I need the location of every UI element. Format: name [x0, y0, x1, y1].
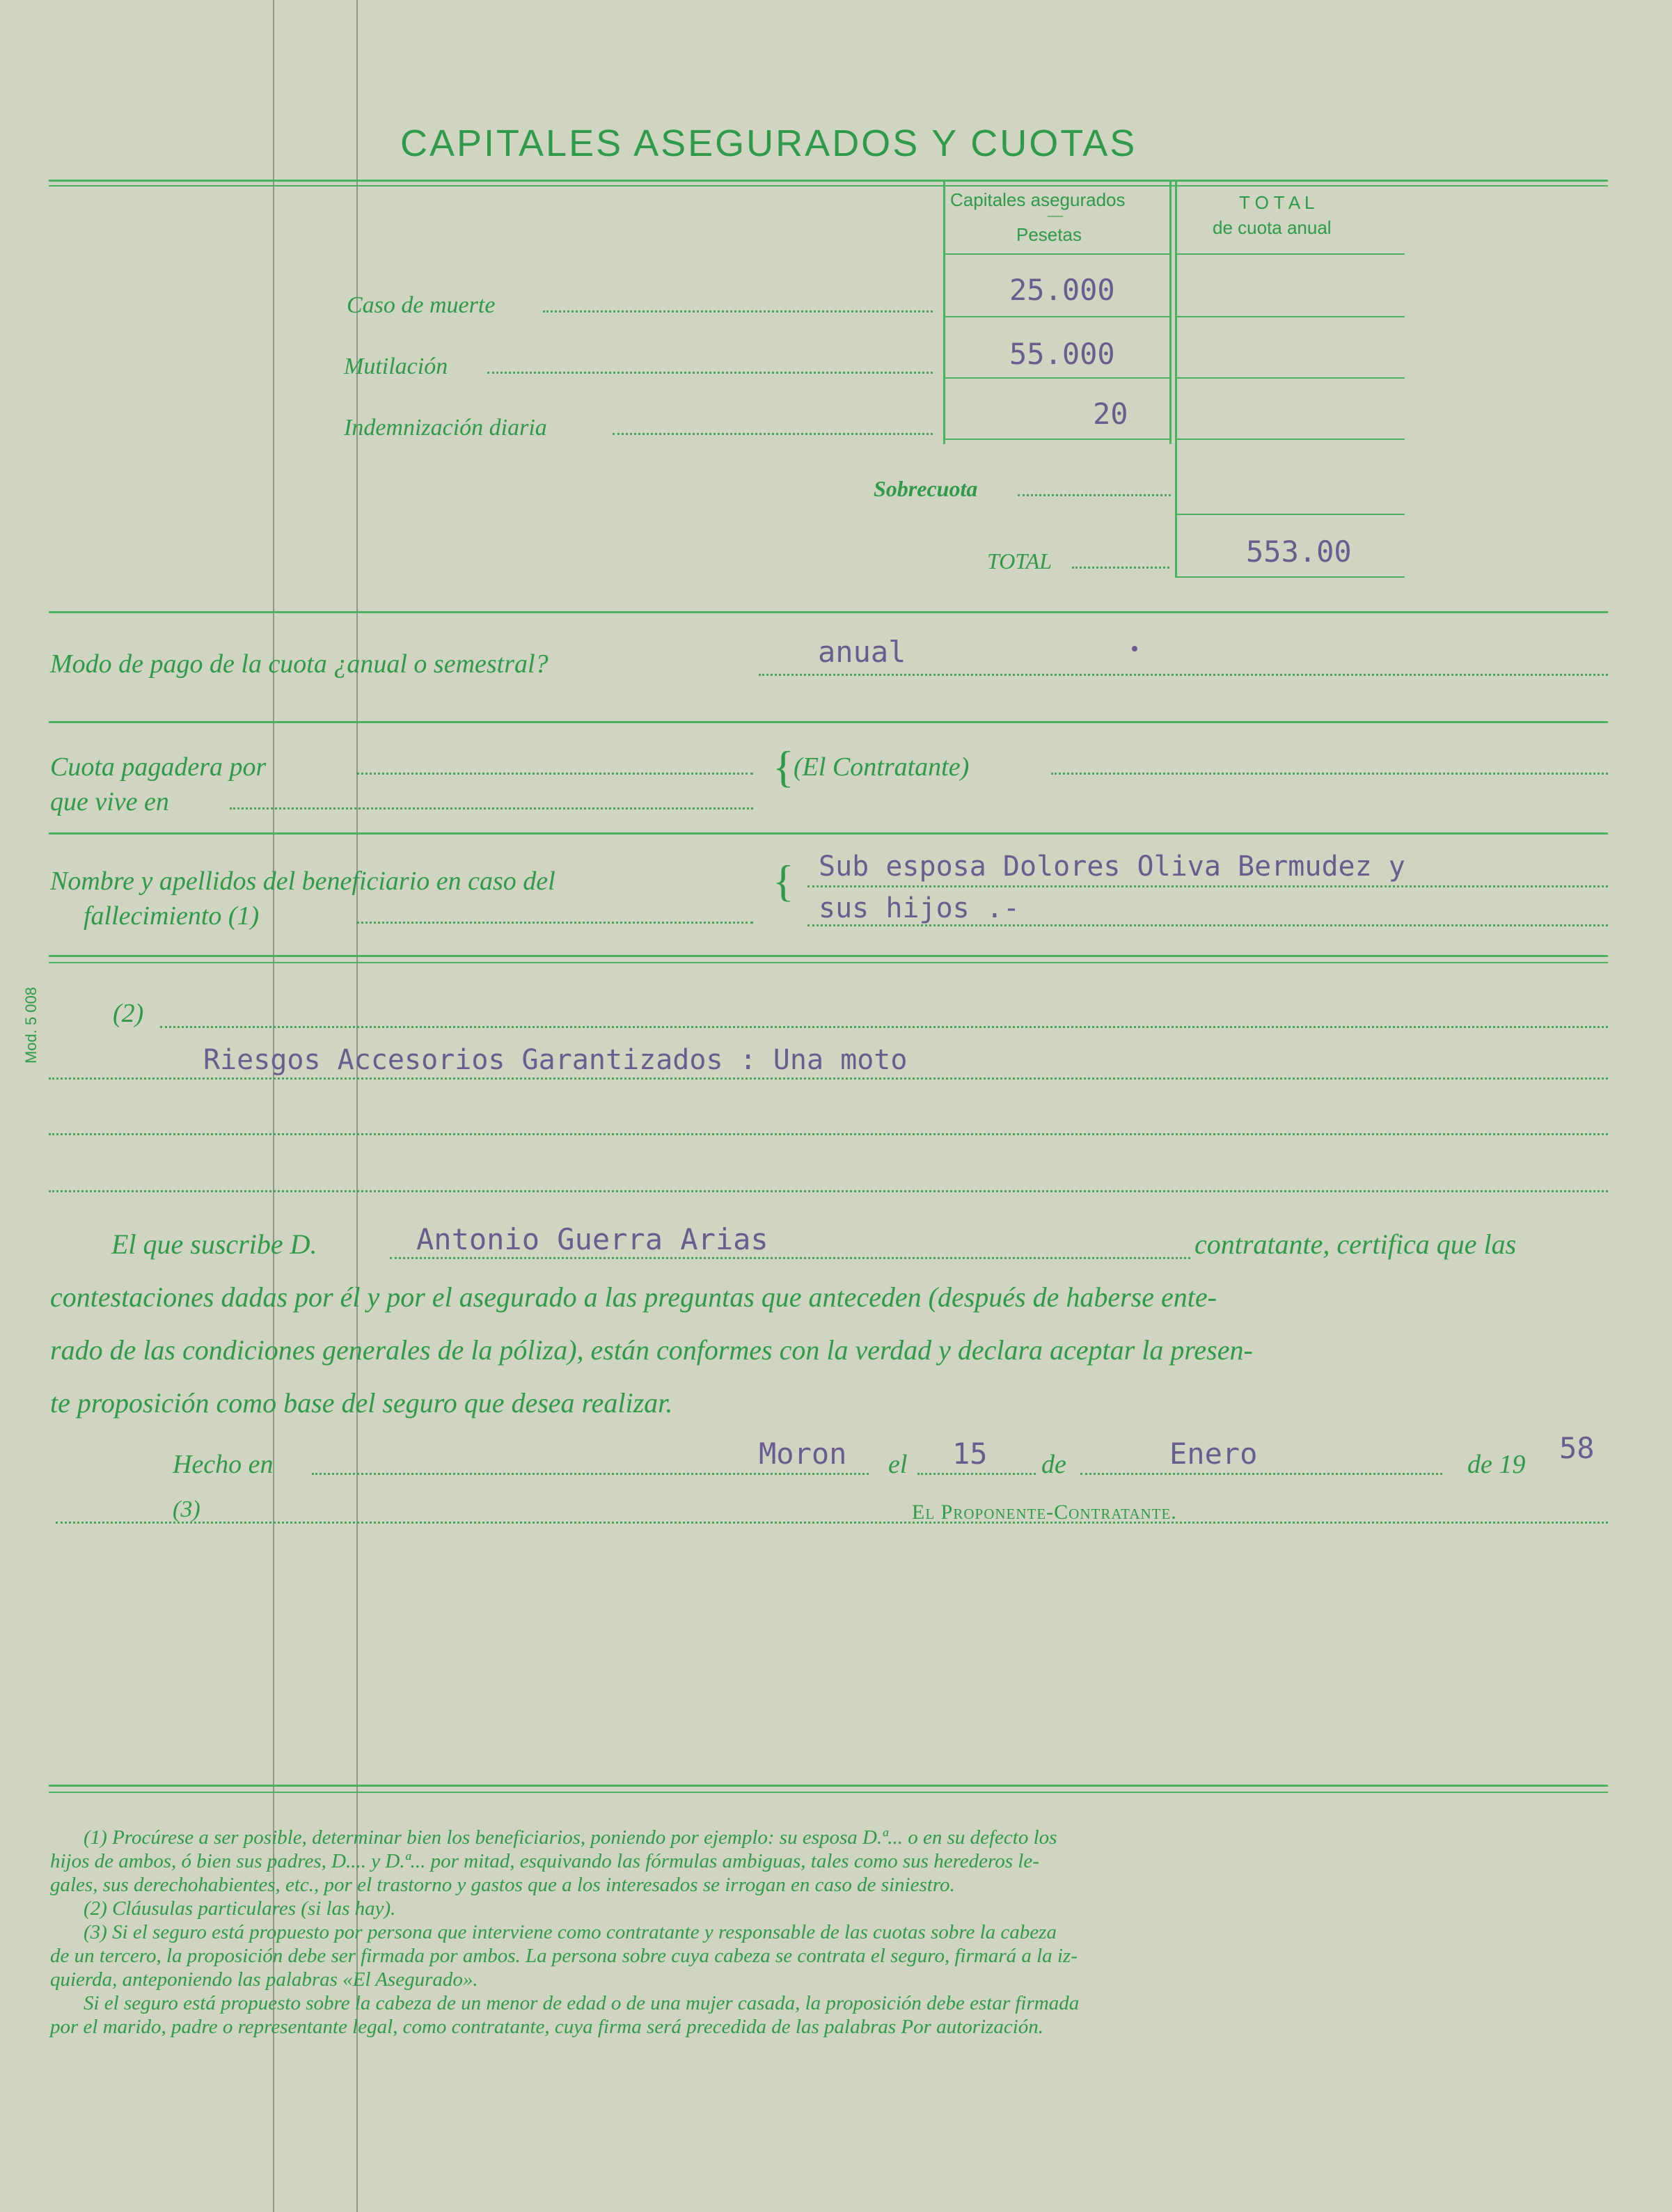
hecho-label: Hecho en	[173, 1450, 274, 1479]
row-value-muerte: 25.000	[1009, 273, 1115, 307]
cuota-note: (El Contratante)	[794, 752, 970, 782]
row-line-2	[943, 377, 1169, 379]
col-header-pesetas: Pesetas	[1016, 224, 1082, 245]
footnote-line-6: de un tercero, la proposición debe ser firmada por ambos. La persona sobre cuya cabeza se contrata el seguro, firmará a la iz-	[50, 1945, 1078, 1967]
footnote-line-9: por el marido, padre o representante legal, como contratante, cuya firma será precedida de las palabras Por autorización.	[50, 2016, 1044, 2038]
cuota-label-2: que vive en	[50, 787, 169, 816]
signature-caption: El Proponente-Contratante.	[912, 1501, 1177, 1524]
rule-benef-2	[49, 962, 1608, 963]
hecho-dots	[312, 1473, 869, 1475]
row-label-indemnizacion: Indemnización diaria	[344, 415, 547, 441]
declaration-line-4: te proposición como base del seguro que desea realizar.	[50, 1387, 673, 1419]
ink-mark	[1132, 646, 1137, 651]
clause-dots-2	[49, 1077, 1608, 1080]
rule-top	[49, 180, 1608, 182]
benef-dots	[356, 922, 753, 924]
year-prefix: de 19	[1467, 1450, 1526, 1479]
day-value: 15	[952, 1437, 988, 1471]
row-dots-indemnizacion	[613, 433, 933, 435]
benef-value-1: Sub esposa Dolores Oliva Bermudez y	[819, 851, 1405, 883]
footnote-line-3: gales, sus derechohabientes, etc., por el trastorno y gastos que a los interesados se irrogan en caso de siniestro.	[50, 1874, 955, 1896]
signature-dots	[56, 1522, 1608, 1524]
subscriber-suffix: contratante, certifica que las	[1194, 1229, 1517, 1260]
clause-dots-1	[160, 1026, 1608, 1028]
rule-bottom-1	[49, 1785, 1608, 1787]
clause-dots-3	[49, 1133, 1608, 1135]
form-title: CAPITALES ASEGURADOS Y CUOTAS	[400, 123, 1137, 164]
cuota-brace: {	[773, 742, 794, 791]
total-line	[1175, 576, 1405, 578]
col-header-capitales: Capitales asegurados	[950, 189, 1126, 210]
benef-dots-2	[807, 924, 1608, 926]
benef-label-2: fallecimiento (1)	[84, 901, 260, 931]
row-line-3	[943, 439, 1169, 440]
footnote-line-2: hijos de ambos, ó bien sus padres, D.... y D.ª... por mitad, esquivando las fórmulas ambiguas, tales como sus herederos le-	[50, 1850, 1039, 1872]
total-value: 553.00	[1246, 535, 1352, 569]
sobrecuota-label: Sobrecuota	[874, 476, 978, 501]
row-value-indemnizacion: 20	[1093, 397, 1128, 431]
rule-cuota	[49, 832, 1608, 835]
row-label-muerte: Caso de muerte	[347, 292, 496, 318]
clause-ref: (2)	[113, 999, 144, 1028]
footnote-line-4: (2) Cláusulas particulares (si las hay).	[84, 1897, 396, 1920]
month-value: Enero	[1169, 1437, 1258, 1471]
modo-pago-label: Modo de pago de la cuota ¿anual o semestral?	[50, 649, 549, 679]
cuota-dots-2	[230, 807, 753, 809]
clause-value: Riesgos Accesorios Garantizados : Una moto	[203, 1044, 908, 1076]
cuota-label-1: Cuota pagadera por	[50, 752, 267, 782]
footnote-line-8: Si el seguro está propuesto sobre la cabeza de un menor de edad o de una mujer casada, la proposición debe estar firmada	[84, 1992, 1080, 2014]
row-value-mutilacion: 55.000	[1009, 337, 1115, 371]
col-header-cuota-anual: de cuota anual	[1213, 217, 1332, 238]
place-value: Moron	[759, 1437, 847, 1471]
form-code: Mod. 5 008	[22, 986, 40, 1064]
year-value: 58	[1559, 1431, 1595, 1465]
modo-pago-value: anual	[818, 635, 906, 669]
row-dots-mutilacion	[487, 372, 933, 374]
subscriber-name: Antonio Guerra Arias	[416, 1222, 768, 1256]
col-header-dash: —	[1048, 206, 1063, 223]
row-line-1	[943, 316, 1169, 317]
rule-after-table	[49, 611, 1608, 613]
cuota-dots-1	[356, 773, 753, 775]
col-header-total: T O T A L	[1239, 192, 1315, 213]
header-underline-2	[1175, 253, 1405, 255]
row-label-mutilacion: Mutilación	[344, 354, 448, 379]
rule-top-2	[49, 185, 1608, 187]
rule-modo-pago	[49, 721, 1608, 723]
cuota-dots-3	[1051, 773, 1608, 775]
row-line-3b	[1175, 439, 1405, 440]
col-divider-2	[1169, 180, 1172, 444]
footnote-line-1: (1) Procúrese a ser posible, determinar bien los beneficiarios, poniendo por ejemplo: su esposa D.ª... o en su defecto los	[84, 1826, 1057, 1849]
header-underline-1	[943, 253, 1169, 255]
de-label: de	[1041, 1450, 1066, 1479]
col-divider-3	[1175, 180, 1177, 578]
el-label: el	[888, 1450, 908, 1479]
benef-label-1: Nombre y apellidos del beneficiario en caso del	[50, 867, 555, 896]
day-dots	[917, 1473, 1036, 1475]
rule-bottom-2	[49, 1792, 1608, 1793]
declaration-line-2: contestaciones dadas por él y por el asegurado a las preguntas que anteceden (después de haberse ente-	[50, 1281, 1217, 1313]
benef-dots-1	[807, 885, 1608, 887]
month-dots	[1080, 1473, 1442, 1475]
sobrecuota-line	[1175, 514, 1405, 515]
benef-brace: {	[773, 856, 794, 906]
total-label: TOTAL	[987, 548, 1052, 574]
benef-value-2: sus hijos .-	[819, 892, 1020, 924]
signature-ref: (3)	[173, 1496, 200, 1522]
sobrecuota-dots	[1018, 494, 1171, 496]
row-line-2b	[1175, 377, 1405, 379]
modo-pago-dots	[759, 674, 1608, 676]
declaration-line-3: rado de las condiciones generales de la póliza), están conformes con la verdad y declara aceptar la presen-	[50, 1334, 1253, 1366]
footnote-line-5: (3) Si el seguro está propuesto por persona que interviene como contratante y responsable de las cuotas sobre la cabeza	[84, 1921, 1057, 1943]
row-dots-muerte	[543, 310, 933, 313]
subscriber-prefix: El que suscribe D.	[111, 1229, 317, 1260]
total-dots	[1072, 567, 1169, 569]
footnote-line-7: quierda, anteponiendo las palabras «El Asegurado».	[50, 1968, 478, 1991]
subscriber-dots	[390, 1257, 1190, 1259]
row-line-1b	[1175, 316, 1405, 317]
col-divider-1	[943, 180, 945, 444]
rule-benef-1	[49, 955, 1608, 957]
clause-dots-4	[49, 1190, 1608, 1192]
